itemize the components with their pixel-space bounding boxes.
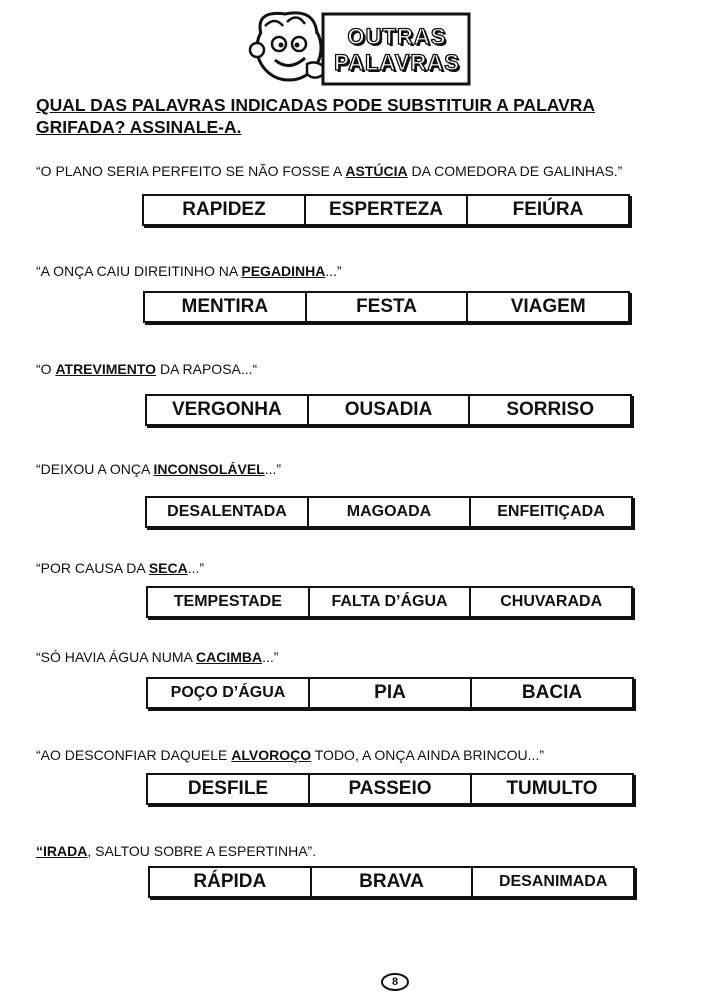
- options-row: [146, 677, 634, 709]
- page-number: [380, 972, 410, 992]
- page-number-text: 8: [391, 976, 399, 988]
- option-cell[interactable]: MAGOADA: [309, 498, 471, 526]
- option-cell[interactable]: VERGONHA: [147, 396, 309, 424]
- question-sentence: “O ATREVIMENTO DA RAPOSA...“: [36, 361, 258, 377]
- option-cell[interactable]: BRAVA: [312, 868, 474, 896]
- option-cell[interactable]: TUMULTO: [506, 778, 598, 799]
- option-cell[interactable]: ESPERTEZA: [306, 196, 468, 224]
- options-row: [148, 866, 635, 898]
- options-row: [145, 394, 632, 426]
- question-sentence: “O PLANO SERIA PERFEITO SE NÃO FOSSE A ASTÚCIA DA COMEDORA DE GALINHAS.”: [36, 163, 623, 179]
- options-row: [146, 773, 634, 805]
- option-cell[interactable]: RAPIDEZ: [144, 196, 306, 224]
- underlined-word: ALVOROÇO: [231, 747, 312, 763]
- option-cell[interactable]: OUSADIA: [309, 396, 471, 424]
- options-row: [142, 194, 630, 226]
- question-sentence: “POR CAUSA DA SECA...”: [36, 560, 205, 576]
- option-cell[interactable]: RÁPIDA: [150, 868, 312, 896]
- option-cell[interactable]: BACIA: [521, 682, 583, 703]
- instruction-heading: QUAL DAS PALAVRAS INDICADAS PODE SUBSTITUIR A PALAVRA GRIFADA? ASSINALE-A.: [36, 95, 596, 137]
- option-cell[interactable]: MENTIRA: [145, 293, 307, 321]
- option-cell[interactable]: DESALENTADA: [147, 498, 309, 526]
- logo-text-line2: PALAVRAS: [334, 50, 460, 75]
- question-sentence: “IRADA, SALTOU SOBRE A ESPERTINHA”.: [36, 843, 317, 859]
- options-row: [143, 291, 630, 323]
- question-sentence: “SÓ HAVIA ÁGUA NUMA CACIMBA...”: [36, 649, 279, 665]
- options-row: [145, 496, 633, 528]
- option-cell[interactable]: FESTA: [307, 293, 469, 321]
- outras-palavras-logo: [245, 4, 475, 86]
- underlined-word: SECA: [148, 560, 188, 576]
- underlined-word: ASTÚCIA: [345, 163, 408, 179]
- option-cell[interactable]: FALTA D’ÁGUA: [310, 588, 472, 616]
- underlined-word: CACIMBA: [196, 649, 263, 665]
- option-cell[interactable]: DESANIMADA: [498, 873, 608, 890]
- underlined-word: INCONSOLÁVEL: [153, 461, 265, 477]
- underlined-word: “IRADA: [36, 843, 88, 859]
- options-row: [146, 586, 633, 618]
- option-cell[interactable]: PASSEIO: [310, 775, 472, 803]
- option-cell[interactable]: PIA: [310, 679, 472, 707]
- option-cell[interactable]: TEMPESTADE: [148, 588, 310, 616]
- underlined-word: PEGADINHA: [241, 263, 326, 279]
- logo-text-line1: OUTRAS: [347, 24, 447, 49]
- option-cell[interactable]: FEIÚRA: [512, 199, 584, 220]
- underlined-word: ATREVIMENTO: [55, 361, 157, 377]
- question-sentence: “A ONÇA CAIU DIREITINHO NA PEGADINHA...”: [36, 263, 342, 279]
- option-cell[interactable]: VIAGEM: [510, 296, 586, 317]
- question-sentence: “AO DESCONFIAR DAQUELE ALVOROÇO TODO, A ONÇA AINDA BRINCOU...”: [36, 747, 544, 763]
- option-cell[interactable]: DESFILE: [148, 775, 310, 803]
- option-cell[interactable]: CHUVARADA: [500, 593, 603, 610]
- question-sentence: “DEIXOU A ONÇA INCONSOLÁVEL...”: [36, 461, 282, 477]
- option-cell[interactable]: POÇO D’ÁGUA: [148, 679, 310, 707]
- option-cell[interactable]: SORRISO: [506, 399, 594, 420]
- option-cell[interactable]: ENFEITIÇADA: [497, 503, 605, 520]
